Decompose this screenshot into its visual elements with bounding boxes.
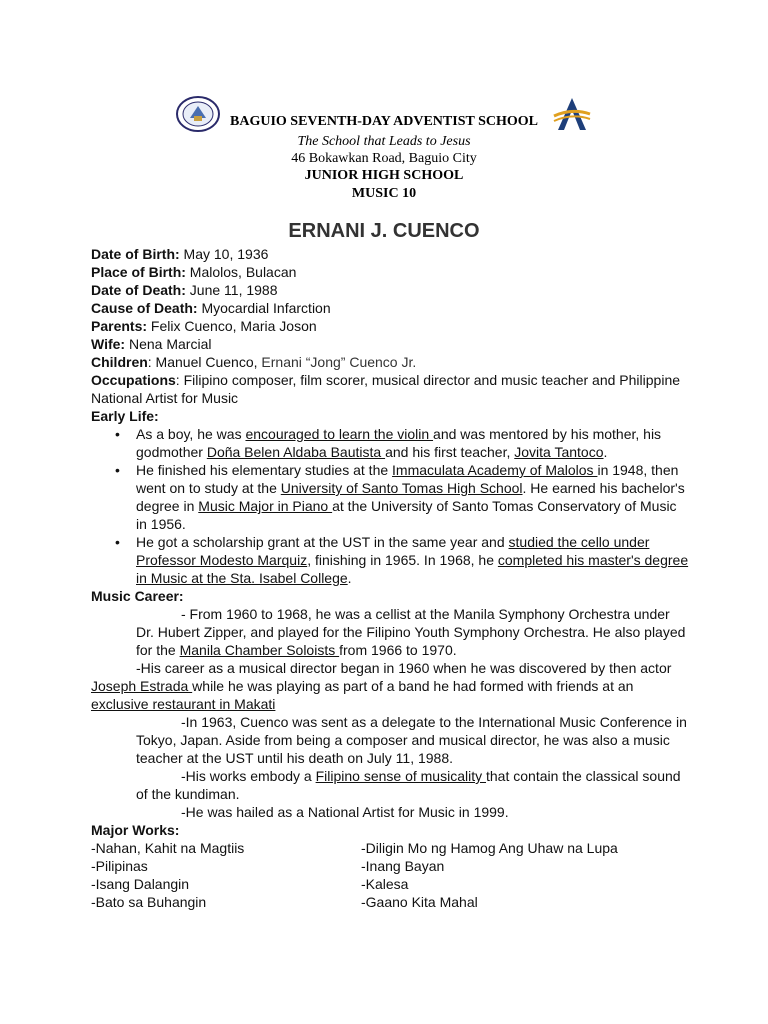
list-item <box>91 425 691 461</box>
immaculata-academy-link[interactable]: Immaculata Academy of Malolos <box>392 462 598 478</box>
occupations-line <box>91 371 691 407</box>
music-career-section <box>91 605 691 821</box>
wife-value: Nena Marcial <box>125 336 212 352</box>
text-span: -His career as a musical director began in 1960 when he was discovered by then actor <box>136 660 672 676</box>
birth-place-value: Malolos, Bulacan <box>185 264 297 280</box>
major-works-heading: Major Works: <box>91 822 180 838</box>
manila-chamber-soloists-link[interactable]: Manila Chamber Soloists <box>179 642 340 658</box>
list-item: -Diligin Mo ng Hamog Ang Uhaw na Lupa <box>361 840 618 856</box>
works-column-left <box>91 839 244 911</box>
text-span: in 1948, then went on to study at the <box>136 462 679 496</box>
parents-label: Parents: <box>91 318 148 334</box>
death-cause-label: Cause of Death: <box>91 300 198 316</box>
text-span: that contain the classical sound of the kundiman. <box>136 768 681 802</box>
wife-line <box>91 335 691 353</box>
career-paragraph: -He was hailed as a National Artist for Music in 1999. <box>181 804 509 820</box>
masters-degree-link[interactable]: completed his master's degree in Music at the Sta. Isabel College <box>136 552 689 586</box>
list-item: -Nahan, Kahit na Magtiis <box>91 840 245 856</box>
music-career-heading: Music Career: <box>91 588 184 604</box>
career-paragraph: -In 1963, Cuenco was sent as a delegate to the International Music Conference in Tokyo, Japan. Aside from being a composer and musical director, he was also a music teacher at the UST until his death on July 11, 1988. <box>136 714 687 766</box>
text-span: from 1966 to 1970. <box>339 642 457 658</box>
text-span: - From 1960 to 1968, he was a cellist at the Manila Symphony Orchestra under Dr. Hubert Zipper, and played for the Filipino Youth Symphony Orchestra. He also played for the <box>136 606 686 658</box>
page-title: ERNANI J. CUENCO <box>288 220 480 242</box>
text-span: , finishing in 1965. In 1968, he <box>307 552 498 568</box>
list-item: -Kalesa <box>361 876 409 892</box>
parents-value: Felix Cuenco, Maria Joson <box>147 318 317 334</box>
children-label: Children <box>91 354 148 370</box>
filipino-musicality-link[interactable]: Filipino sense of musicality <box>315 768 486 784</box>
text-span: As a boy, he was <box>136 426 246 442</box>
text-span: while he was playing as part of a band he had formed with friends at an <box>192 678 634 694</box>
text-span: . <box>603 444 608 460</box>
major-works-list <box>91 839 691 911</box>
school-header <box>0 92 768 203</box>
list-item <box>91 461 691 533</box>
birth-date-line <box>91 245 691 263</box>
text-span: He got a scholarship grant at the UST in the same year and <box>136 534 509 550</box>
school-name-row <box>0 92 768 132</box>
occupations-value: : Filipino composer, film scorer, musical director and music teacher and Philippine National Artist for Music <box>91 372 681 406</box>
wife-label: Wife: <box>91 336 126 352</box>
birth-place-label: Place of Birth: <box>91 264 186 280</box>
text-span: and his first teacher, <box>385 444 515 460</box>
jovita-tantoco-link[interactable]: Jovita Tantoco <box>514 444 604 460</box>
death-cause-value: Myocardial Infarction <box>197 300 331 316</box>
death-date-label: Date of Death: <box>91 282 186 298</box>
joseph-estrada-link[interactable]: Joseph Estrada <box>91 678 193 694</box>
ust-high-school-link[interactable]: University of Santo Tomas High School <box>280 480 523 496</box>
early-life-list <box>91 425 691 587</box>
school-name: BAGUIO SEVENTH-DAY ADVENTIST SCHOOL <box>230 114 538 129</box>
birth-date-label: Date of Birth: <box>91 246 180 262</box>
works-column-right <box>361 839 618 911</box>
adventist-logo-icon <box>552 96 592 132</box>
occupations-label: Occupations <box>91 372 176 388</box>
children-value-2: Ernani “Jong” Cuenco Jr. <box>261 354 417 370</box>
list-item: -Gaano Kita Mahal <box>361 894 478 910</box>
list-item <box>91 533 691 587</box>
makati-restaurant-link[interactable]: exclusive restaurant in Makati <box>91 696 276 712</box>
text-span: He finished his elementary studies at the <box>136 462 393 478</box>
death-cause-line <box>91 299 691 317</box>
birth-place-line <box>91 263 691 281</box>
music-major-piano-link[interactable]: Music Major in Piano <box>198 498 333 514</box>
children-value: : Manuel Cuenco, <box>147 354 262 370</box>
document-body <box>91 245 691 911</box>
cello-study-link[interactable]: studied the cello under Professor Modesto Marquiz <box>136 534 650 568</box>
early-life-heading: Early Life: <box>91 408 159 424</box>
violin-link[interactable]: encouraged to learn the violin <box>245 426 434 442</box>
list-item: -Inang Bayan <box>361 858 445 874</box>
career-paragraph <box>91 767 691 803</box>
school-tagline: The School that Leads to Jesus <box>297 134 471 149</box>
school-level: JUNIOR HIGH SCHOOL <box>304 168 464 183</box>
belen-bautista-link[interactable]: Doña Belen Aldaba Bautista <box>206 444 386 460</box>
subject-name: MUSIC 10 <box>351 186 417 201</box>
death-date-value: June 11, 1988 <box>185 282 278 298</box>
career-paragraph <box>91 659 691 713</box>
text-span: . He earned his bachelor's degree in <box>136 480 685 514</box>
school-address: 46 Bokawkan Road, Baguio City <box>291 151 477 166</box>
list-item: -Bato sa Buhangin <box>91 894 207 910</box>
text-span: -His works embody a <box>181 768 316 784</box>
death-date-line <box>91 281 691 299</box>
children-line <box>91 353 691 371</box>
parents-line <box>91 317 691 335</box>
text-span: . <box>347 570 352 586</box>
text-span: and was mentored by his mother, his godmother <box>136 426 662 460</box>
birth-date-value: May 10, 1936 <box>179 246 269 262</box>
list-item: -Pilipinas <box>91 858 148 874</box>
list-item: -Isang Dalangin <box>91 876 190 892</box>
text-span: at the University of Santo Tomas Conservatory of Music in 1956. <box>136 498 677 532</box>
career-paragraph <box>91 605 691 659</box>
